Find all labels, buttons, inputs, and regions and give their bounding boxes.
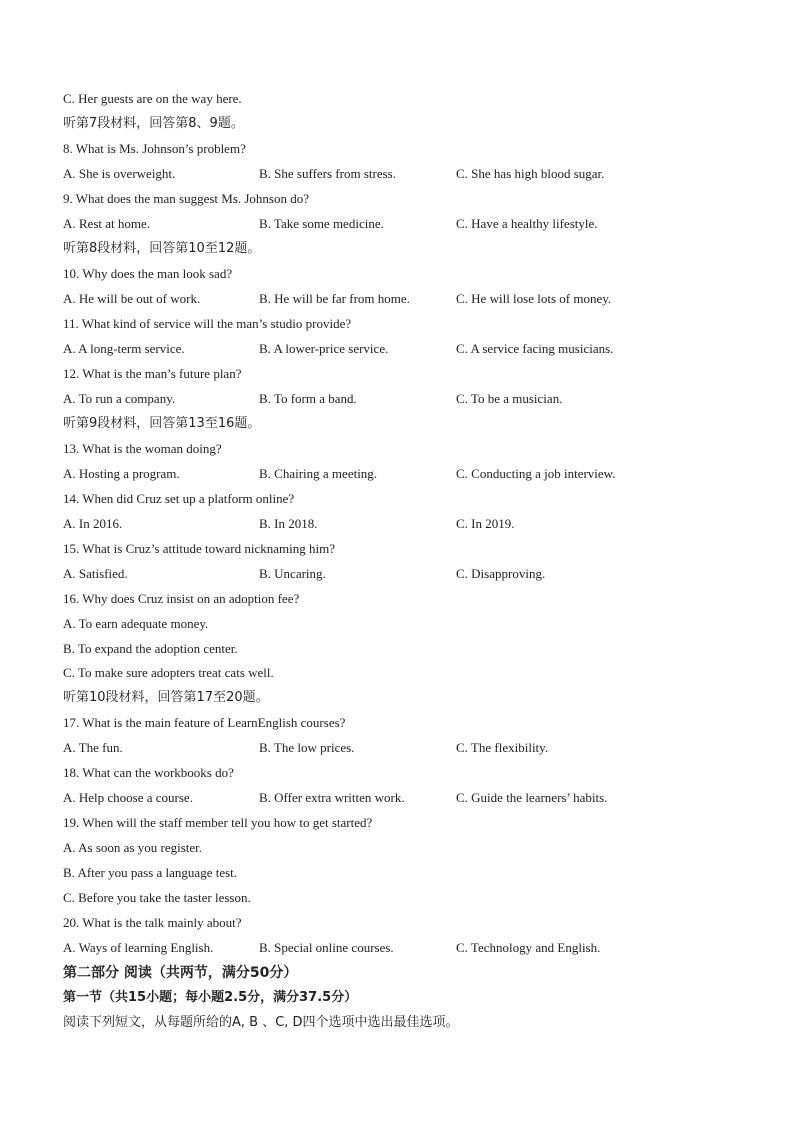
question-14 — [63, 489, 294, 509]
answer-option — [63, 614, 208, 634]
option-c: C. Technology and English. — [456, 940, 601, 955]
question-19 — [63, 813, 372, 833]
question-20 — [63, 913, 241, 933]
question-text: 17. What is the main feature of LearnEnglish courses? — [63, 715, 346, 730]
section-instruction — [63, 114, 244, 134]
question-text: 13. What is the woman doing? — [63, 441, 222, 456]
option-b: B. Chairing a meeting. — [259, 466, 378, 481]
option-c: C. He will lose lots of money. — [456, 291, 612, 306]
option-c: C. The flexibility. — [456, 740, 549, 755]
instruction-text: 听第9段材料，回答第13至16题。 — [63, 416, 261, 431]
option-b: B. He will be far from home. — [259, 291, 410, 306]
question-16 — [63, 589, 299, 609]
section-heading — [63, 988, 357, 1008]
question-10 — [63, 264, 232, 284]
option-text: C. Her guests are on the way here. — [63, 91, 242, 106]
option-b: B. A lower-price service. — [259, 341, 389, 356]
question-text: 12. What is the man’s future plan? — [63, 366, 242, 381]
heading-text: 第一节（共15小题；每小题2.5分，满分37.5分） — [63, 990, 358, 1005]
option-text: B. To expand the adoption center. — [63, 641, 238, 656]
option-text: C. Before you take the taster lesson. — [63, 890, 251, 905]
option-c: C. In 2019. — [456, 516, 515, 531]
option-c: C. To be a musician. — [456, 391, 563, 406]
answer-option — [63, 888, 251, 908]
option-b: B. Uncaring. — [259, 566, 326, 581]
option-a: A. In 2016. — [63, 516, 123, 531]
question-15 — [63, 539, 335, 559]
question-text: 14. When did Cruz set up a platform online? — [63, 491, 295, 506]
option-c: C. Disapproving. — [456, 566, 546, 581]
option-b: B. The low prices. — [259, 740, 355, 755]
option-a: A. Satisfied. — [63, 566, 128, 581]
heading-text: 第二部分 阅读（共两节，满分50分） — [63, 965, 298, 981]
option-a: A. Ways of learning English. — [63, 940, 214, 955]
option-b: B. Take some medicine. — [259, 216, 384, 231]
option-a: A. Rest at home. — [63, 216, 151, 231]
instruction-text: 听第7段材料，回答第8、9题。 — [63, 116, 244, 131]
part-heading — [63, 963, 297, 983]
question-12 — [63, 364, 241, 384]
question-13 — [63, 439, 222, 459]
question-text: 8. What is Ms. Johnson’s problem? — [63, 141, 246, 156]
option-b: B. In 2018. — [259, 516, 318, 531]
option-a: A. He will be out of work. — [63, 291, 201, 306]
section-instruction — [63, 414, 260, 434]
option-a: A. The fun. — [63, 740, 123, 755]
option-c: C. Have a healthy lifestyle. — [456, 216, 598, 231]
section-instruction — [63, 239, 260, 259]
answer-option — [63, 663, 274, 683]
option-b: B. To form a band. — [259, 391, 357, 406]
question-text: 18. What can the workbooks do? — [63, 765, 234, 780]
option-c: C. She has high blood sugar. — [456, 166, 605, 181]
option-c: C. Guide the learners’ habits. — [456, 790, 608, 805]
answer-option — [63, 89, 242, 109]
question-text: 9. What does the man suggest Ms. Johnson do? — [63, 191, 310, 206]
instruction-text: 阅读下列短文，从每题所给的A, B 、C, D四个选项中选出最佳选项。 — [63, 1015, 459, 1030]
option-b: B. Offer extra written work. — [259, 790, 405, 805]
answer-option — [63, 838, 202, 858]
option-c: C. Conducting a job interview. — [456, 466, 616, 481]
option-text: C. To make sure adopters treat cats well. — [63, 665, 274, 680]
option-a: A. Help choose a course. — [63, 790, 193, 805]
question-text: 10. Why does the man look sad? — [63, 266, 233, 281]
option-a: A. A long-term service. — [63, 341, 185, 356]
question-11 — [63, 314, 351, 334]
question-text: 19. When will the staff member tell you how to get started? — [63, 815, 373, 830]
answer-option — [63, 863, 237, 883]
question-9 — [63, 189, 309, 209]
section-instruction — [63, 688, 269, 708]
option-a: A. To run a company. — [63, 391, 176, 406]
instruction-text: 听第8段材料，回答第10至12题。 — [63, 241, 261, 256]
option-text: A. As soon as you register. — [63, 840, 203, 855]
question-17 — [63, 713, 345, 733]
instruction-text: 听第10段材料，回答第17至20题。 — [63, 690, 269, 705]
option-text: A. To earn adequate money. — [63, 616, 209, 631]
question-8 — [63, 139, 246, 159]
option-c: C. A service facing musicians. — [456, 341, 614, 356]
question-text: 16. Why does Cruz insist on an adoption fee? — [63, 591, 300, 606]
question-text: 11. What kind of service will the man’s studio provide? — [63, 316, 352, 331]
option-a: A. Hosting a program. — [63, 466, 180, 481]
option-b: B. She suffers from stress. — [259, 166, 396, 181]
option-b: B. Special online courses. — [259, 940, 394, 955]
option-a: A. She is overweight. — [63, 166, 176, 181]
option-text: B. After you pass a language test. — [63, 865, 238, 880]
reading-instruction — [63, 1013, 459, 1033]
question-text: 20. What is the talk mainly about? — [63, 915, 242, 930]
question-18 — [63, 763, 234, 783]
question-text: 15. What is Cruz’s attitude toward nicknaming him? — [63, 541, 335, 556]
answer-option — [63, 639, 238, 659]
